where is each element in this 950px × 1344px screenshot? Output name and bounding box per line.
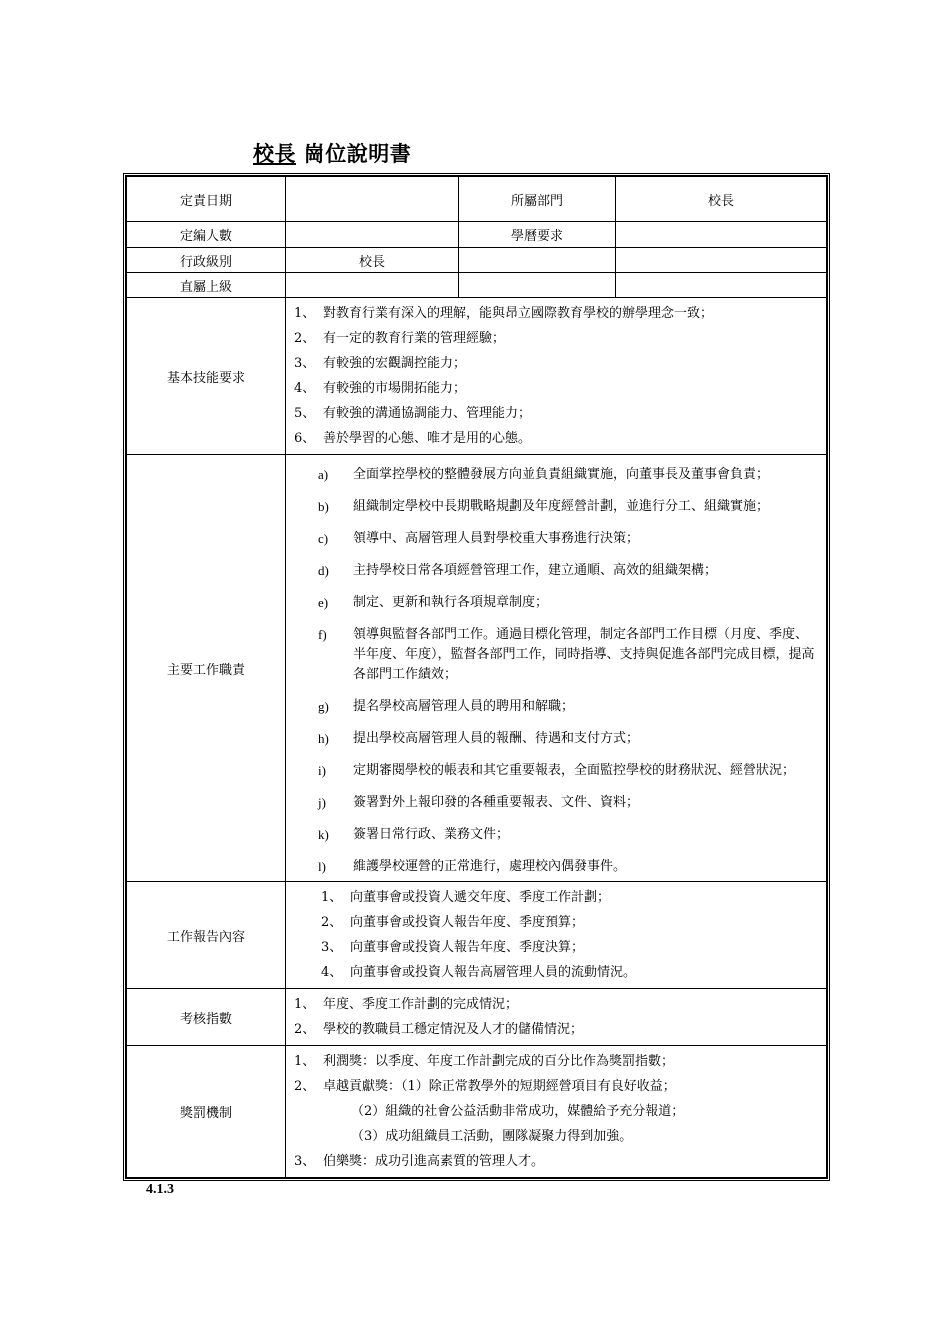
list-item: 3、 向董事會或投資人報告年度、季度決算； [321,940,585,955]
cell-label: 定責日期 [127,177,286,222]
list-subitem: （3）成功組織員工活動，團隊凝聚力得到加強。 [351,1129,633,1144]
list-item: f) 領導與監督各部門工作。通過目標化管理，制定各部門工作目標（月度、季度、半年度、年度），監督各部門工作，同時指導、支持與促進各部門完成目標，提高各部門工作績效； [318,627,815,682]
list-item: k) 簽署日常行政、業務文件； [318,827,510,842]
list-item: j) 簽署對外上報印發的各種重要報表、文件、資料； [318,795,640,810]
list-item: l) 維護學校運營的正常進行，處理校內偶發事件。 [318,859,627,874]
section-number: 4.1.3 [146,1182,174,1197]
row-report [127,882,827,989]
row-level [127,248,827,273]
duties-list [286,455,827,882]
cell-label: 所屬部門 [459,177,616,222]
list-item: 2、 有一定的教育行業的管理經驗； [294,331,506,346]
list-item: 5、 有較強的溝通協調能力、管理能力； [294,406,532,421]
cell-value: 校長 [616,177,827,222]
list-item: c) 領導中、高層管理人員對學校重大事務進行決策； [318,531,640,546]
row-staffing [127,222,827,248]
reward-list [286,1046,827,1178]
list-item: 4、 向董事會或投資人報告高層管理人員的流動情況。 [321,965,637,980]
row-skills [127,298,827,455]
list-item: 3、 有較強的宏觀調控能力； [294,356,467,371]
cell-value [286,222,459,248]
list-item: 2、 學校的教職員工穩定情況及人才的儲備情況； [294,1022,584,1037]
list-subitem: （2）組織的社會公益活動非常成功，媒體給予充分報道； [351,1104,685,1119]
cell-value: 校長 [286,248,459,273]
cell-label: 學曆要求 [459,222,616,248]
list-item: i) 定期審閱學校的帳表和其它重要報表，全面監控學校的財務狀況、經營狀況； [318,763,796,778]
list-item: a) 全面掌控學校的整體發展方向並負責組織實施，向董事長及董事會負責； [318,467,770,482]
assess-list [286,989,827,1046]
cell-value [286,273,459,298]
list-item: 1、 對教育行業有深入的理解，能與昂立國際教育學校的辦學理念一致； [294,306,714,321]
list-item: 1、 年度、季度工作計劃的完成情況； [294,997,519,1012]
section-label: 基本技能要求 [127,298,286,455]
section-label: 工作報告內容 [127,882,286,989]
report-list [286,882,827,989]
cell-value [616,273,827,298]
cell-value [459,273,616,298]
job-description-table [123,173,830,1181]
list-item: 6、 善於學習的心態、唯才是用的心態。 [294,431,532,446]
list-item: h) 提出學校高層管理人員的報酬、待遇和支付方式； [318,731,640,746]
list-item: 1、 利潤獎：以季度、年度工作計劃完成的百分比作為獎罰指數； [294,1054,675,1069]
cell-value [616,248,827,273]
skills-list [286,298,827,455]
section-label: 獎罰機制 [127,1046,286,1178]
cell-value [459,248,616,273]
row-reward [127,1046,827,1178]
list-item: g) 提名學校高層管理人員的聘用和解職； [318,699,575,714]
list-item: 1、 向董事會或投資人遞交年度、季度工作計劃； [321,890,611,905]
row-duties [127,455,827,882]
cell-label: 行政級別 [127,248,286,273]
title-position: 校長 [253,141,296,166]
list-item: 4、 有較強的市場開拓能力； [294,381,467,396]
cell-value [616,222,827,248]
row-superior [127,273,827,298]
list-item: e) 制定、更新和執行各項規章制度； [318,595,549,610]
list-item: 2、 向董事會或投資人報告年度、季度預算； [321,915,585,930]
list-item: 2、 卓越貢獻獎：（1）除正常教學外的短期經營項目有良好收益； [294,1079,676,1094]
cell-label: 直屬上級 [127,273,286,298]
title-rest: 崗位說明書 [296,141,412,166]
cell-value [286,177,459,222]
page-title [253,138,411,168]
section-label: 考核指數 [127,989,286,1046]
row-date [127,177,827,222]
row-assess [127,989,827,1046]
list-item: d) 主持學校日常各項經營管理工作，建立通順、高效的組織架構； [318,563,718,578]
list-item: b) 組織制定學校中長期戰略規劃及年度經營計劃，並進行分工、組織實施； [318,499,770,514]
section-label: 主要工作職責 [127,455,286,882]
list-item: 3、 伯樂獎：成功引進高素質的管理人才。 [294,1154,545,1169]
cell-label: 定編人數 [127,222,286,248]
